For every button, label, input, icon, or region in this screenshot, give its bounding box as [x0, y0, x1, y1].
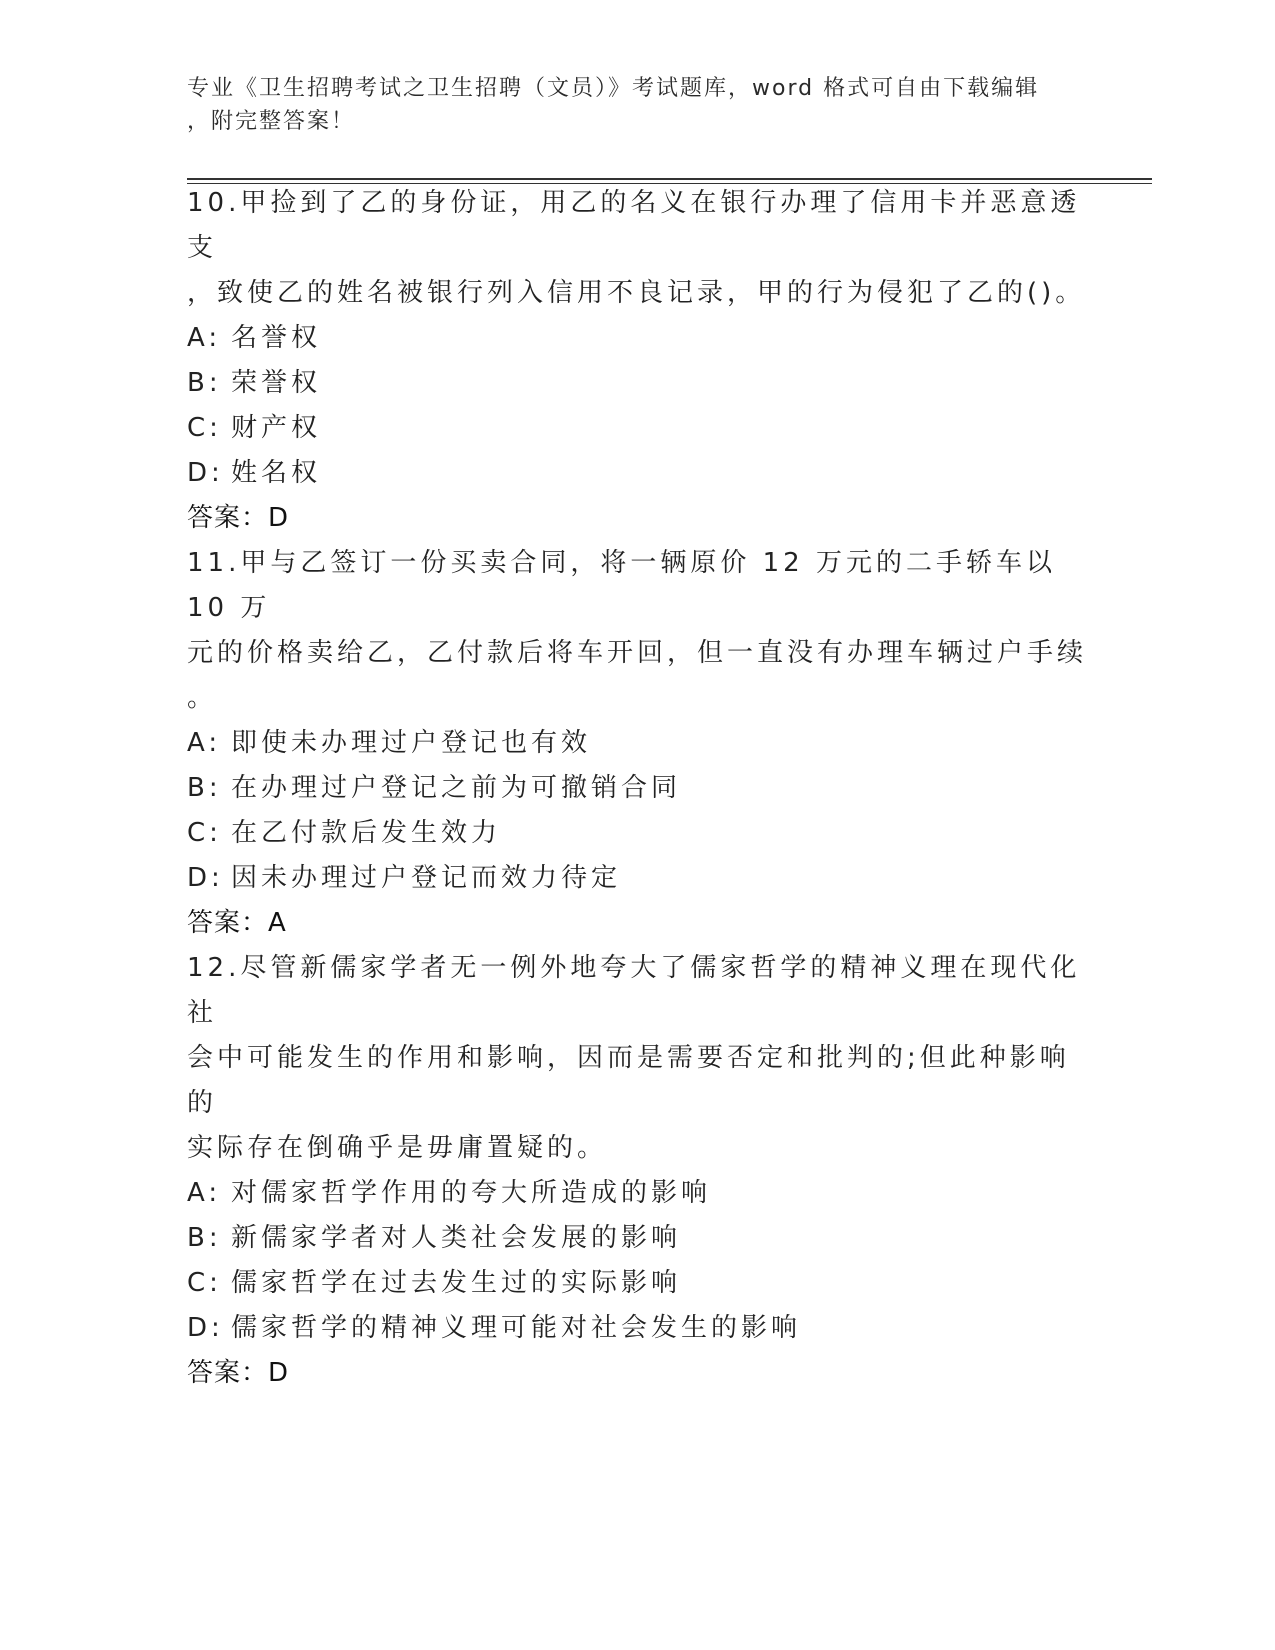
option-text: 名誉权 — [231, 323, 322, 353]
option-text: 在乙付款后发生效力 — [231, 818, 502, 848]
question-stem-line: 会中可能发生的作用和影响，因而是需要否定和批判的;但此种影响的 — [187, 1043, 1070, 1118]
question-stem-line: 12.尽管新儒家学者无一例外地夸大了儒家哲学的精神义理在现代化社 — [187, 953, 1081, 1028]
option-c — [187, 406, 1087, 451]
option-d — [187, 451, 1087, 496]
option-key: B: — [187, 773, 222, 803]
question-stem-line: ，致使乙的姓名被银行列入信用不良记录，甲的行为侵犯了乙的()。 — [187, 278, 1086, 308]
option-a — [187, 721, 1087, 766]
option-text: 在办理过户登记之前为可撤销合同 — [231, 773, 682, 803]
question-12 — [187, 946, 1087, 1396]
option-d — [187, 1306, 1087, 1351]
question-stem-line: 元的价格卖给乙，乙付款后将车开回，但一直没有办理车辆过户手续 — [187, 638, 1088, 668]
option-text: 新儒家学者对人类社会发展的影响 — [231, 1223, 682, 1253]
answer-label: 答案：D — [187, 503, 290, 533]
option-key: D: — [187, 1313, 224, 1343]
option-key: C: — [187, 413, 222, 443]
option-key: C: — [187, 1268, 222, 1298]
option-text: 因未办理过户登记而效力待定 — [231, 863, 622, 893]
option-key: B: — [187, 368, 222, 398]
option-text: 荣誉权 — [231, 368, 322, 398]
option-key: A: — [187, 1178, 222, 1208]
header-line-1: 专业《卫生招聘考试之卫生招聘（文员）》考试题库，word 格式可自由下载编辑 — [187, 76, 1040, 101]
question-stem-line: 10.甲捡到了乙的身份证，用乙的名义在银行办理了信用卡并恶意透支 — [187, 188, 1081, 263]
option-key: A: — [187, 323, 222, 353]
option-key: D: — [187, 458, 224, 488]
option-text: 姓名权 — [231, 458, 322, 488]
option-text: 儒家哲学在过去发生过的实际影响 — [231, 1268, 682, 1298]
option-key: D: — [187, 863, 224, 893]
option-text: 即使未办理过户登记也有效 — [231, 728, 592, 758]
option-text: 儒家哲学的精神义理可能对社会发生的影响 — [231, 1313, 802, 1343]
option-a — [187, 316, 1087, 361]
option-b — [187, 361, 1087, 406]
option-c — [187, 811, 1087, 856]
question-stem-line: 11.甲与乙签订一份买卖合同，将一辆原价 12 万元的二手轿车以 10 万 — [187, 548, 1056, 623]
option-text: 财产权 — [231, 413, 322, 443]
option-b — [187, 1216, 1087, 1261]
question-10 — [187, 181, 1087, 541]
option-b — [187, 766, 1087, 811]
answer-label: 答案：D — [187, 1358, 290, 1388]
answer-label: 答案：A — [187, 908, 287, 938]
option-d — [187, 856, 1087, 901]
option-c — [187, 1261, 1087, 1306]
document-header — [187, 72, 1067, 138]
question-stem-line: 。 — [187, 683, 218, 713]
question-stem-line: 实际存在倒确乎是毋庸置疑的。 — [187, 1133, 608, 1163]
option-key: B: — [187, 1223, 222, 1253]
option-key: A: — [187, 728, 222, 758]
option-key: C: — [187, 818, 222, 848]
header-line-2: ，附完整答案！ — [187, 109, 356, 134]
question-11 — [187, 541, 1087, 946]
header-divider-thick — [187, 178, 1152, 180]
option-a — [187, 1171, 1087, 1216]
option-text: 对儒家哲学作用的夸大所造成的影响 — [231, 1178, 712, 1208]
